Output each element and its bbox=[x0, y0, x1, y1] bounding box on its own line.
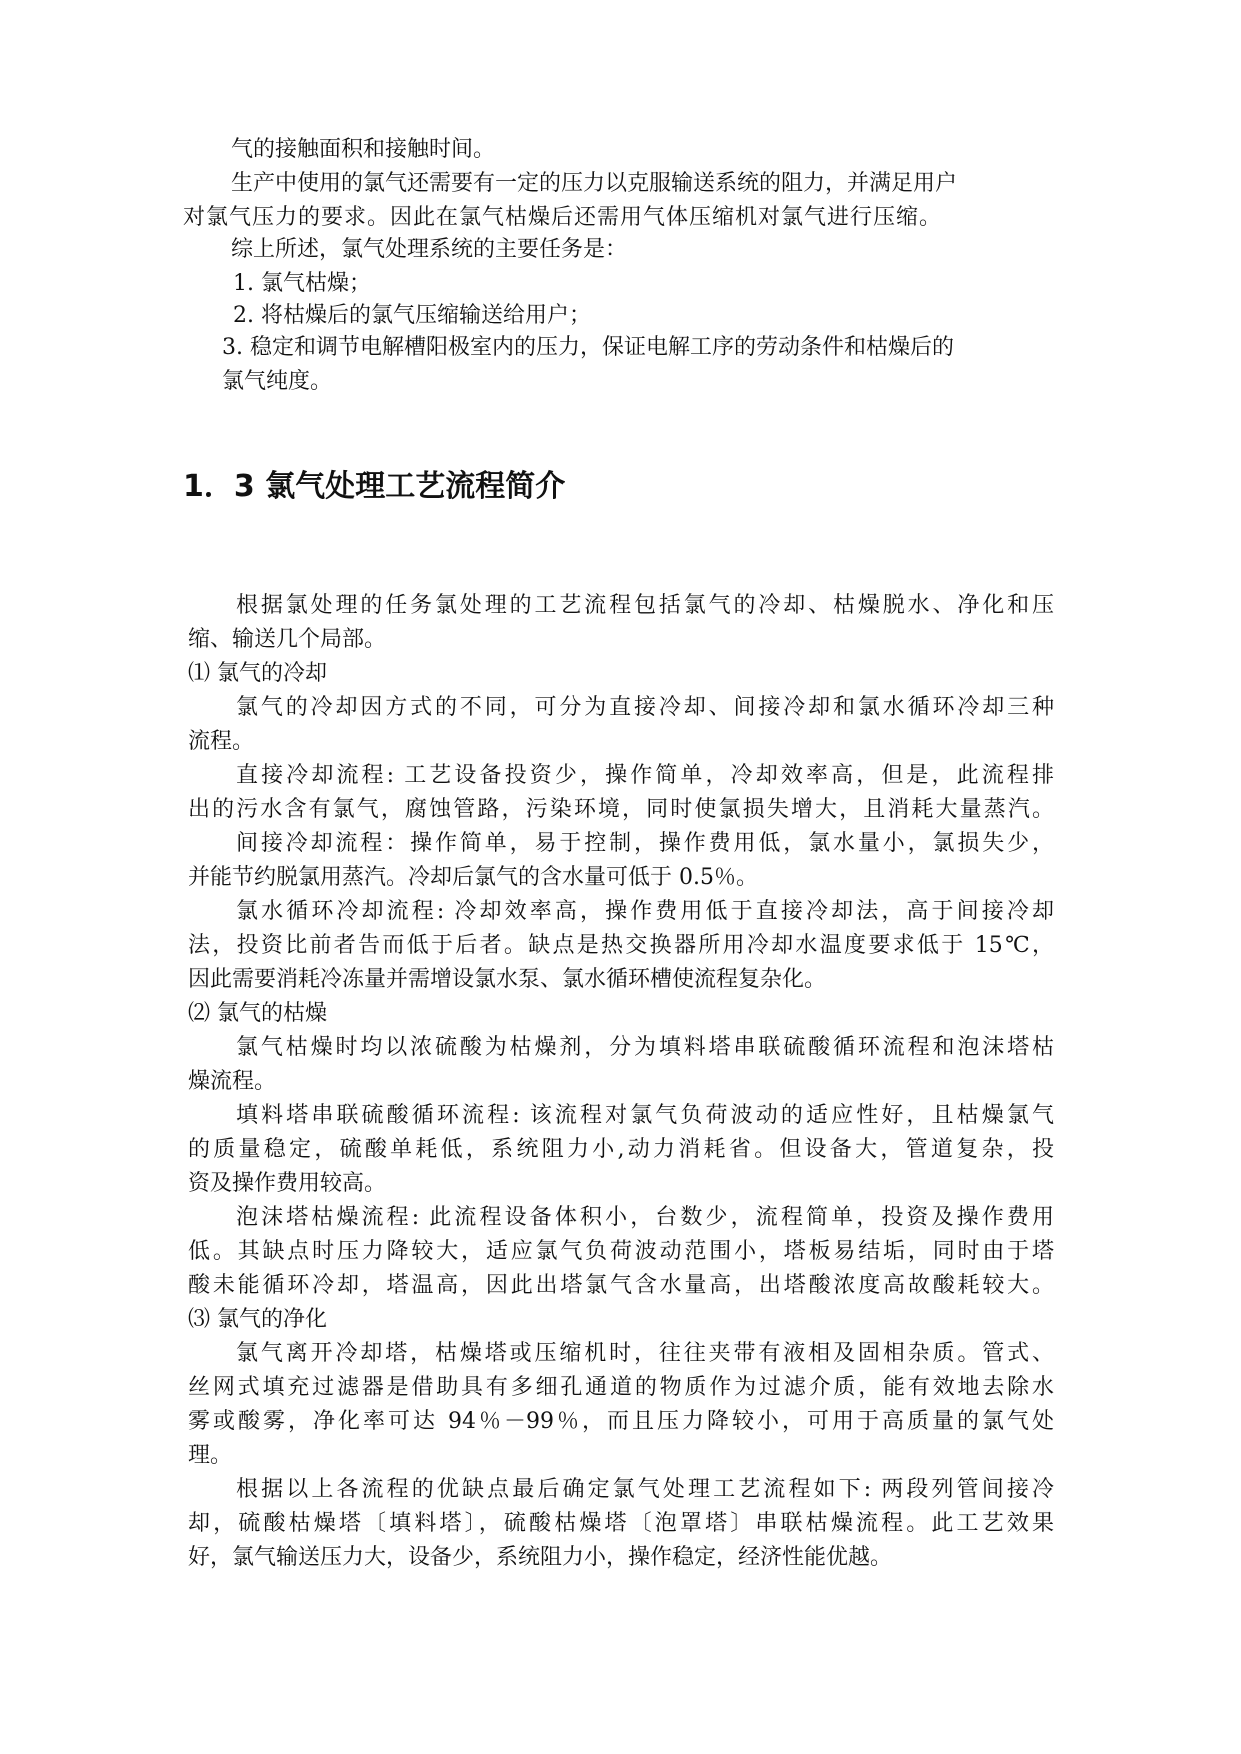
text-line: 氯气的冷却因方式的不同，可分为直接冷却、间接冷却和氯水循环冷却三种 bbox=[236, 695, 1054, 720]
text-line: 酸未能循环冷却，塔温高，因此出塔氯气含水量高，出塔酸浓度高故酸耗较大。 bbox=[188, 1273, 1054, 1298]
text-line: 间接冷却流程：操作简单，易于控制，操作费用低，氯水量小，氯损失少， bbox=[236, 831, 1054, 856]
text-line: 直接冷却流程: 工艺设备投资少，操作简单，冷却效率高，但是，此流程排 bbox=[236, 763, 1054, 788]
text-line: 好，氯气输送压力大，设备少，系统阻力小，操作稳定，经济性能优越。 bbox=[188, 1545, 893, 1570]
text-line: 的质量稳定，硫酸单耗低，系统阻力小,动力消耗省。但设备大，管道复杂，投 bbox=[188, 1137, 1054, 1162]
text-line: 根据以上各流程的优缺点最后确定氯气处理工艺流程如下: 两段列管间接冷 bbox=[236, 1477, 1054, 1502]
list-item: 1. 氯气枯燥； bbox=[233, 271, 371, 296]
text-line: 雾或酸雾，净化率可达 94％－99％，而且压力降较小，可用于高质量的氯气处 bbox=[188, 1409, 1054, 1434]
list-item: 2. 将枯燥后的氯气压缩输送给用户； bbox=[233, 303, 591, 328]
text-line: 气的接触面积和接触时间。 bbox=[231, 137, 496, 162]
text-line: 对氯气压力的要求。因此在氯气枯燥后还需用气体压缩机对氯气进行压缩。 bbox=[183, 205, 941, 230]
section-heading: 1．3 氯气处理工艺流程简介 bbox=[183, 469, 566, 504]
text-line: 出的污水含有氯气，腐蚀管路，污染环境，同时使氯损失增大，且消耗大量蒸汽。 bbox=[188, 797, 1054, 822]
text-line: 燥流程。 bbox=[188, 1069, 277, 1094]
text-line: 氯气枯燥时均以浓硫酸为枯燥剂，分为填料塔串联硫酸循环流程和泡沫塔枯 bbox=[236, 1035, 1054, 1060]
list-item-continuation: 氯气纯度。 bbox=[222, 369, 333, 394]
text-line: 缩、输送几个局部。 bbox=[188, 627, 387, 652]
text-line: 却，硫酸枯燥塔〔填料塔〕，硫酸枯燥塔〔泡罩塔〕串联枯燥流程。此工艺效果 bbox=[188, 1511, 1054, 1536]
subsection-title: ⑵ 氯气的枯燥 bbox=[188, 1001, 327, 1026]
text-line: 因此需要消耗冷冻量并需增设氯水泵、氯水循环槽使流程复杂化。 bbox=[188, 967, 827, 992]
subsection-title: ⑶ 氯气的净化 bbox=[188, 1307, 327, 1332]
text-line: 氯气离开冷却塔，枯燥塔或压缩机时，往往夹带有液相及固相杂质。管式、 bbox=[236, 1341, 1054, 1366]
text-line: 氯水循环冷却流程: 冷却效率高，操作费用低于直接冷却法，高于间接冷却 bbox=[236, 899, 1054, 924]
subsection-title: ⑴ 氯气的冷却 bbox=[188, 661, 327, 686]
text-line: 泡沫塔枯燥流程: 此流程设备体积小，台数少，流程简单，投资及操作费用 bbox=[236, 1205, 1054, 1230]
text-line: 并能节约脱氯用蒸汽。冷却后氯气的含水量可低于 0.5％。 bbox=[188, 865, 758, 890]
text-line: 低。其缺点时压力降较大，适应氯气负荷波动范围小，塔板易结垢，同时由于塔 bbox=[188, 1239, 1054, 1264]
text-line: 生产中使用的氯气还需要有一定的压力以克服输送系统的阻力，并满足用户 bbox=[231, 171, 958, 196]
text-line: 流程。 bbox=[188, 729, 255, 754]
text-line: 理。 bbox=[188, 1443, 233, 1468]
text-line: 填料塔串联硫酸循环流程: 该流程对氯气负荷波动的适应性好，且枯燥氯气 bbox=[236, 1103, 1054, 1128]
text-line: 丝网式填充过滤器是借助具有多细孔通道的物质作为过滤介质，能有效地去除水 bbox=[188, 1375, 1054, 1400]
text-line: 资及操作费用较高。 bbox=[188, 1171, 387, 1196]
text-line: 根据氯处理的任务氯处理的工艺流程包括氯气的冷却、枯燥脱水、净化和压 bbox=[236, 593, 1054, 618]
text-line: 综上所述，氯气处理系统的主要任务是： bbox=[231, 237, 628, 262]
text-line: 法，投资比前者告而低于后者。缺点是热交换器所用冷却水温度要求低于 15℃， bbox=[188, 933, 1054, 958]
list-item: 3. 稳定和调节电解槽阳极室内的压力，保证电解工序的劳动条件和枯燥后的 bbox=[222, 335, 954, 360]
